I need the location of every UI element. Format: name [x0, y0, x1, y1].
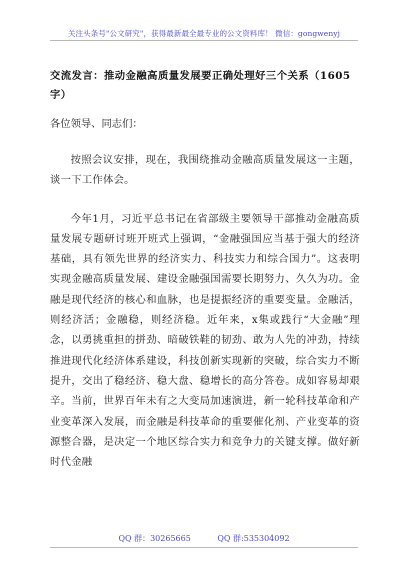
footer-qq-group-2: QQ 群:535304092: [217, 534, 290, 543]
header-notice: 关注头条号"公文研究"，获得最新最全最专业的公文资料库！ 微信：gongwenyj: [67, 29, 341, 38]
salutation: 各位领导、同志们：: [50, 118, 143, 130]
footer-notice: [0, 533, 408, 544]
document-body: [50, 67, 360, 472]
document-title: 交流发言：推动金融高质量发展要正确处理好三个关系（1605字）: [50, 70, 351, 101]
footer-divider: [50, 547, 358, 548]
footer-qq-group-1: QQ 群：30265665: [118, 534, 191, 543]
paragraph-1: 按照会议安排，现在，我围绕推动金融高质量发展这一主题，谈一下工作体会。: [50, 154, 360, 187]
header-divider: [50, 40, 358, 41]
paragraph-2: 今年1月，习近平总书记在省部级主要领导干部推动金融高质量发展专题研讨班开班式上强调，“金融强国应当基于强大的经济基础，具有领先世界的经济实力、科技实力和综合国力”。这表明实现金融高质量发展、建设金融强国需要长期努力、久久为功。金融是现代经济的核心和血脉，也是提振经济的重要变量。金融活，则经济活；金融稳，则经济稳。近年来，x集或践行“大金融”理念，以勇挑重担的拼劲、暗破铁鞋的韧劲、敢为人先的冲劲，持续推进现代化经济体系建设，科技创新实现新的突破，综合实力不断提升，交出了稳经济、稳大盘、稳增长的高分答卷。成如容易却艰辛。当前，世界百年未有之大变局加速演进，新一轮科技革命和产业变革深入发展，而金融是科技革命的重要催化剂、产业变革的资源整合器，是决定一个地区综合实力和竞争力的关键支撑。做好新时代金融: [50, 212, 360, 469]
